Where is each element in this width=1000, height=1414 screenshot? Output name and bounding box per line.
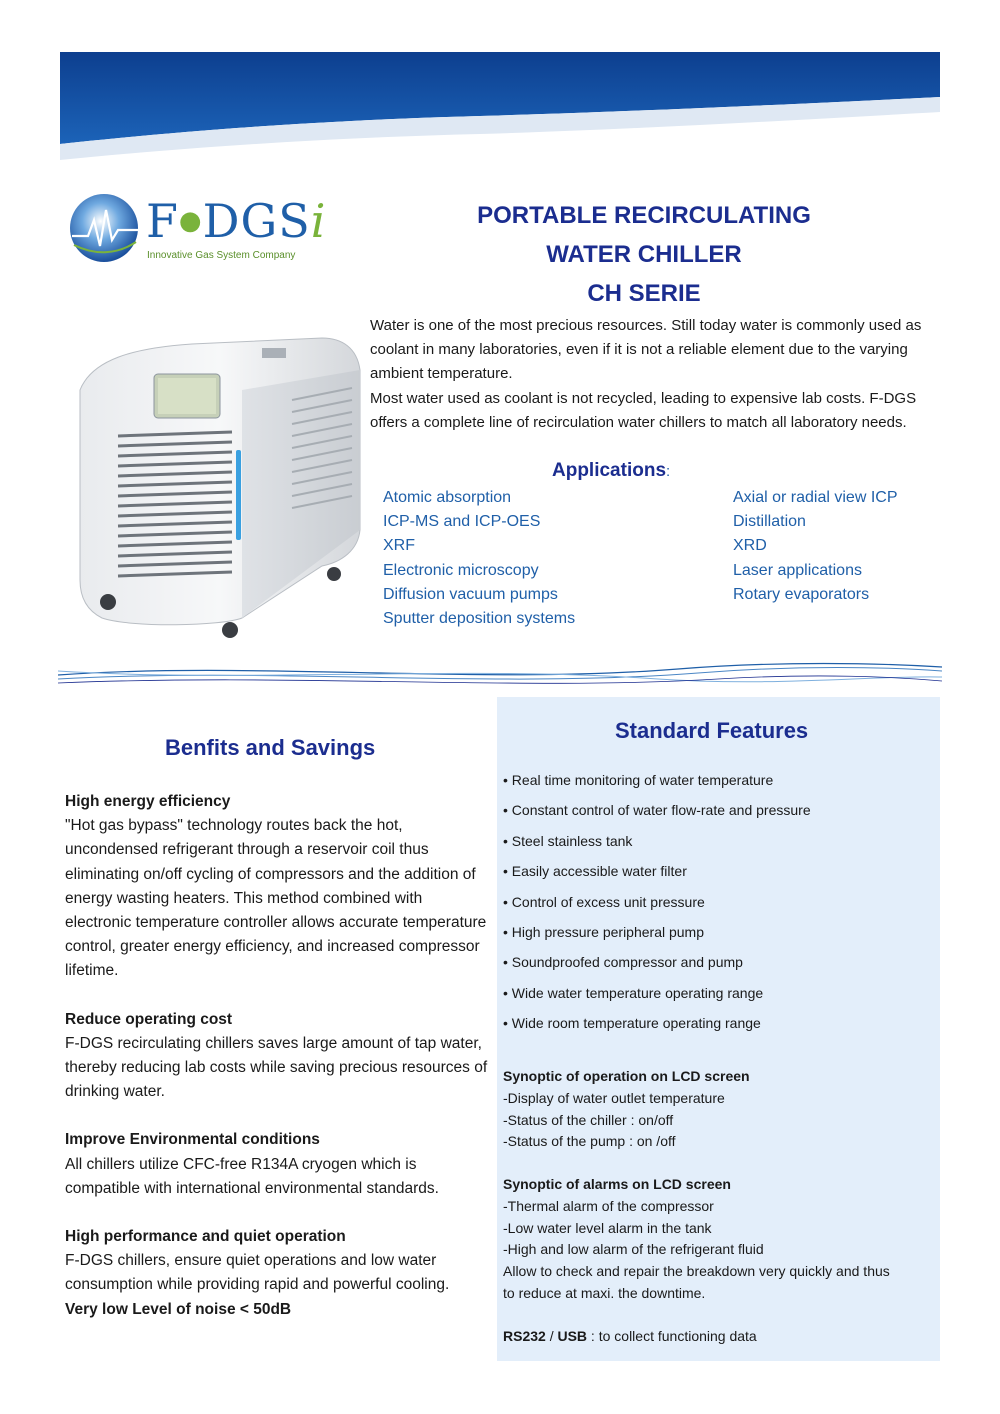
feature-item: • Easily accessible water filter xyxy=(503,863,687,880)
title-line-1: PORTABLE RECIRCULATING xyxy=(477,202,811,229)
synoptic-operation-heading: Synoptic of operation on LCD screen xyxy=(503,1068,750,1084)
feature-item: • High pressure peripheral pump xyxy=(503,923,705,940)
noise-level-note: Very low Level of noise < 50dB xyxy=(65,1300,292,1318)
separator: / xyxy=(545,1328,558,1344)
benefits-section xyxy=(65,790,490,1346)
intro-paragraph-2: Most water used as coolant is not recycled, leading to expensive lab costs. F-DGS offers a complete line of recirculation water chillers to match all laboratory needs. xyxy=(370,389,917,431)
benefit-block xyxy=(65,1225,490,1322)
application-item: Sputter deposition systems xyxy=(383,610,576,628)
benefit-text: F-DGS chillers, ensure quiet operations and low water consumption while providing rapid and powerful cooling. xyxy=(65,1252,450,1294)
title-line-2: WATER CHILLER xyxy=(546,241,742,268)
feature-item: • Real time monitoring of water temperature xyxy=(503,772,774,788)
synoptic-operation xyxy=(503,1066,933,1153)
benefit-text: F-DGS recirculating chillers saves large amount of tap water, thereby reducing lab costs while saving precious resources of drinking water. xyxy=(65,1034,488,1101)
rs232-usb-line xyxy=(503,1326,933,1348)
feature-item: • Soundproofed compressor and pump xyxy=(503,954,743,971)
synoptic-line: -Status of the chiller : on/off xyxy=(503,1111,674,1128)
feature-item: • Constant control of water flow-rate and pressure xyxy=(503,802,811,819)
intro-paragraph-1: Water is one of the most precious resources. Still today water is commonly used as coolant in many laboratories, even if it is not a reliable element due to the varying ambient temperature. xyxy=(370,317,922,383)
application-item: Axial or radial view ICP xyxy=(733,489,898,506)
feature-item: • Wide water temperature operating range xyxy=(503,984,764,1001)
synoptic-line: -High and low alarm of the refrigerant fluid xyxy=(503,1241,764,1258)
synoptic-alarms-heading: Synoptic of alarms on LCD screen xyxy=(503,1176,731,1192)
benefit-heading: High performance and quiet operation xyxy=(65,1228,346,1246)
feature-item: • Wide room temperature operating range xyxy=(503,1015,761,1032)
benefit-text: "Hot gas bypass" technology routes back the hot, uncondensed refrigerant through a reservoir coil thus eliminating on/off cycling of compressors and the addition of energy wasting heaters. This method combined with electronic temperature controller allows accurate temperature control, greater energy efficiency, and increased compressor lifetime. xyxy=(65,817,487,980)
benefit-text: All chillers utilize CFC-free R134A cryogen which is compatible with international environmental standards. xyxy=(65,1155,439,1197)
header-banner xyxy=(60,52,940,162)
application-item: ICP-MS and ICP-OES xyxy=(383,513,541,531)
logo-tagline: Innovative Gas System Company xyxy=(147,250,296,261)
synoptic-line: -Display of water outlet temperature xyxy=(503,1089,725,1106)
application-item: Distillation xyxy=(733,513,806,531)
intro-text xyxy=(370,314,940,435)
benefit-heading: Improve Environmental conditions xyxy=(65,1131,320,1149)
chiller-product-image xyxy=(72,330,364,640)
synoptic-line: -Low water level alarm in the tank xyxy=(503,1219,712,1236)
logo-wordmark: F●DGSi xyxy=(146,194,327,248)
application-item: XRD xyxy=(733,537,767,555)
application-item: Diffusion vacuum pumps xyxy=(383,585,558,603)
document-title xyxy=(380,196,908,313)
synoptic-alarms xyxy=(503,1174,933,1305)
applications-left-list xyxy=(383,486,575,631)
feature-item: • Control of excess unit pressure xyxy=(503,893,705,910)
application-item: Laser applications xyxy=(733,561,862,579)
application-item: Rotary evaporators xyxy=(733,585,870,603)
benefit-heading: Reduce operating cost xyxy=(65,1010,233,1028)
applications-right-list xyxy=(733,486,898,607)
application-item: Atomic absorption xyxy=(383,489,512,506)
benefit-heading: High energy efficiency xyxy=(65,793,231,810)
application-item: XRF xyxy=(383,537,415,555)
synoptic-line: -Status of the pump : on /off xyxy=(503,1133,676,1150)
application-item: Electronic microscopy xyxy=(383,561,539,579)
feature-item: • Steel stainless tank xyxy=(503,832,633,849)
benefit-block xyxy=(65,1128,490,1201)
benefit-block xyxy=(65,790,490,984)
synoptic-line: to reduce at maxi. the downtime. xyxy=(503,1284,706,1301)
rs232-description: : to collect functioning data xyxy=(587,1328,757,1344)
applications-heading: Applications: xyxy=(552,460,671,481)
features-list xyxy=(503,770,811,1044)
features-heading: Standard Features xyxy=(615,718,809,743)
benefit-block xyxy=(65,1008,490,1105)
title-line-3: CH SERIE xyxy=(587,280,701,307)
benefits-heading: Benfits and Savings xyxy=(165,735,376,760)
rs232-label: RS232 xyxy=(503,1328,546,1344)
wave-divider xyxy=(58,655,942,695)
synoptic-line: -Thermal alarm of the compressor xyxy=(503,1197,714,1214)
usb-label: USB xyxy=(557,1328,588,1344)
synoptic-line: Allow to check and repair the breakdown very quickly and thus xyxy=(503,1263,890,1280)
